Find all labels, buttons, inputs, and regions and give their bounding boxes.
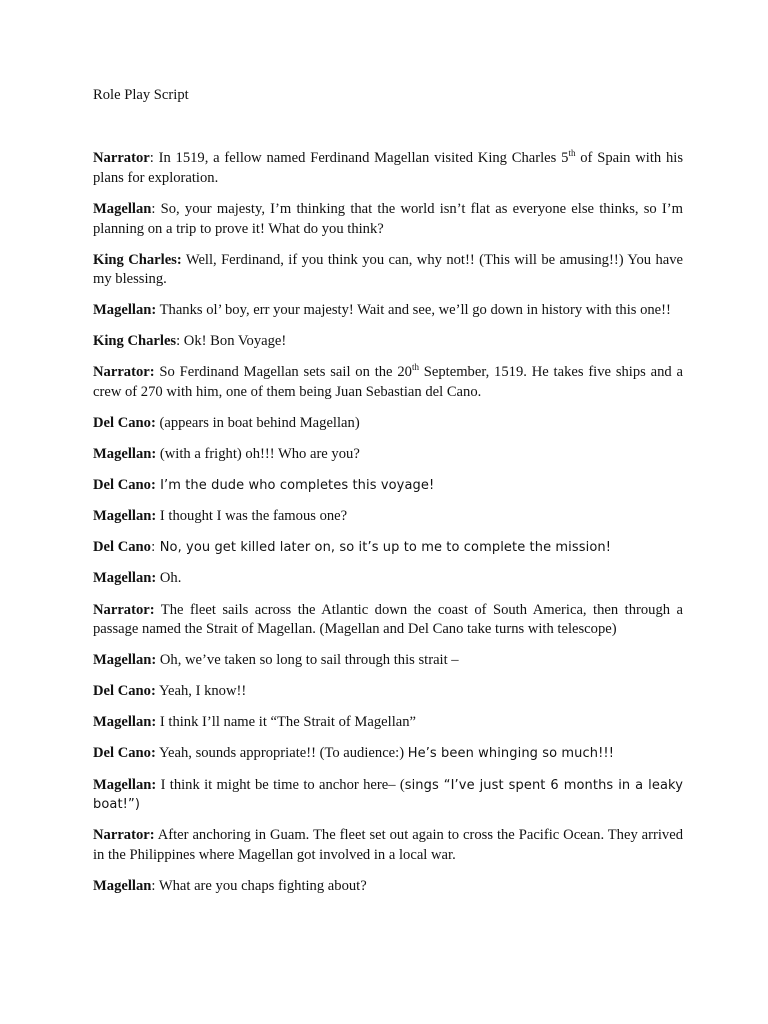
speaker-name: Del Cano: <box>93 683 156 700</box>
line-text: : So, your majesty, I’m thinking that the world isn’t flat as everyone else thinks, so I’m planning on a trip to prove it! What do you think? <box>93 201 683 237</box>
script-line <box>93 332 683 352</box>
script-line <box>93 601 683 640</box>
script-line <box>93 445 683 465</box>
script-line <box>93 301 683 321</box>
script-line <box>93 826 683 865</box>
speaker-name: Narrator: <box>93 601 155 618</box>
script-line <box>93 538 683 558</box>
speaker-name: Magellan: <box>93 776 157 793</box>
speaker-name: Del Cano: <box>93 414 156 431</box>
speaker-name: Magellan <box>93 877 152 894</box>
line-text: Well, Ferdinand, if you think you can, why not!! (This will be amusing!!) You have my blessing. <box>93 251 684 288</box>
script-line <box>93 744 683 764</box>
script-line <box>93 569 683 589</box>
line-text: I think it might be time to anchor here– ( <box>156 776 405 793</box>
superscript: th <box>411 362 419 373</box>
line-text: Yeah, I know!! <box>155 683 247 700</box>
line-text: I’m the dude who completes this voyage! <box>155 478 435 494</box>
line-text: So Ferdinand Magellan sets sail on the 20 <box>154 364 412 381</box>
script-line <box>93 682 683 702</box>
line-text: : What are you chaps fighting about? <box>151 877 367 894</box>
line-text: : No, you get killed later on, so it’s up to me to complete the mission! <box>150 540 612 556</box>
line-text: Yeah, sounds appropriate!! (To audience:) <box>155 745 408 762</box>
speaker-name: Magellan: <box>93 446 157 463</box>
line-text: The fleet sails across the Atlantic down the coast of South America, then through a passage named the Strait of Magellan. (Magellan and Del Cano take turns with telescope) <box>93 601 683 638</box>
speaker-name: Del Cano: <box>93 477 156 494</box>
line-text: sings “I’ve just spent 6 months in a leaky boat!”) <box>93 777 683 812</box>
script-line <box>93 507 683 527</box>
line-text: of Spain with his plans for exploration. <box>93 150 684 186</box>
line-text: Oh, we’ve taken so long to sail through this strait – <box>156 652 459 669</box>
line-text: September, 1519. He takes five ships and a crew of 270 with him, one of them being Juan Sebastian del Cano. <box>93 364 683 400</box>
speaker-name: Magellan: <box>93 714 157 731</box>
script-line <box>93 877 683 897</box>
speaker-name: Del Cano: <box>93 745 156 762</box>
script-line <box>93 149 683 188</box>
speaker-name: King Charles: <box>93 251 182 268</box>
speaker-name: King Charles <box>93 333 177 350</box>
line-text: (appears in boat behind Magellan) <box>155 414 360 431</box>
script-line <box>93 363 683 402</box>
line-text: : In 1519, a fellow named Ferdinand Magellan visited King Charles 5 <box>149 150 569 166</box>
script-line <box>93 713 683 733</box>
line-text: Oh. <box>156 570 182 587</box>
script-body <box>93 149 683 908</box>
script-line <box>93 414 683 434</box>
script-line <box>93 476 683 496</box>
speaker-name: Narrator: <box>93 364 155 381</box>
speaker-name: Magellan: <box>93 652 157 669</box>
line-text: Thanks ol’ boy, err your majesty! Wait and see, we’ll go down in history with this one!! <box>156 302 671 319</box>
speaker-name: Narrator: <box>93 827 155 844</box>
line-text: He’s been whinging so much!!! <box>407 746 615 762</box>
speaker-name: Magellan: <box>93 570 157 587</box>
speaker-name: Magellan: <box>93 508 157 525</box>
line-text: : Ok! Bon Voyage! <box>176 333 287 350</box>
speaker-name: Magellan: <box>93 302 157 319</box>
script-line <box>93 200 683 239</box>
document-title: Role Play Script <box>93 87 189 103</box>
line-text: (with a fright) oh!!! Who are you? <box>156 446 360 463</box>
speaker-name: Del Cano <box>93 539 151 556</box>
superscript: th <box>568 148 576 159</box>
script-line <box>93 251 683 290</box>
speaker-name: Narrator <box>93 150 150 166</box>
speaker-name: Magellan <box>93 201 152 217</box>
line-text: I think I’ll name it “The Strait of Magellan” <box>156 714 417 731</box>
line-text: I thought I was the famous one? <box>156 508 348 525</box>
line-text: After anchoring in Guam. The fleet set out again to cross the Pacific Ocean. They arrived in the Philippines where Magellan got involved in a local war. <box>93 827 683 863</box>
script-line <box>93 776 683 815</box>
script-line <box>93 651 683 671</box>
